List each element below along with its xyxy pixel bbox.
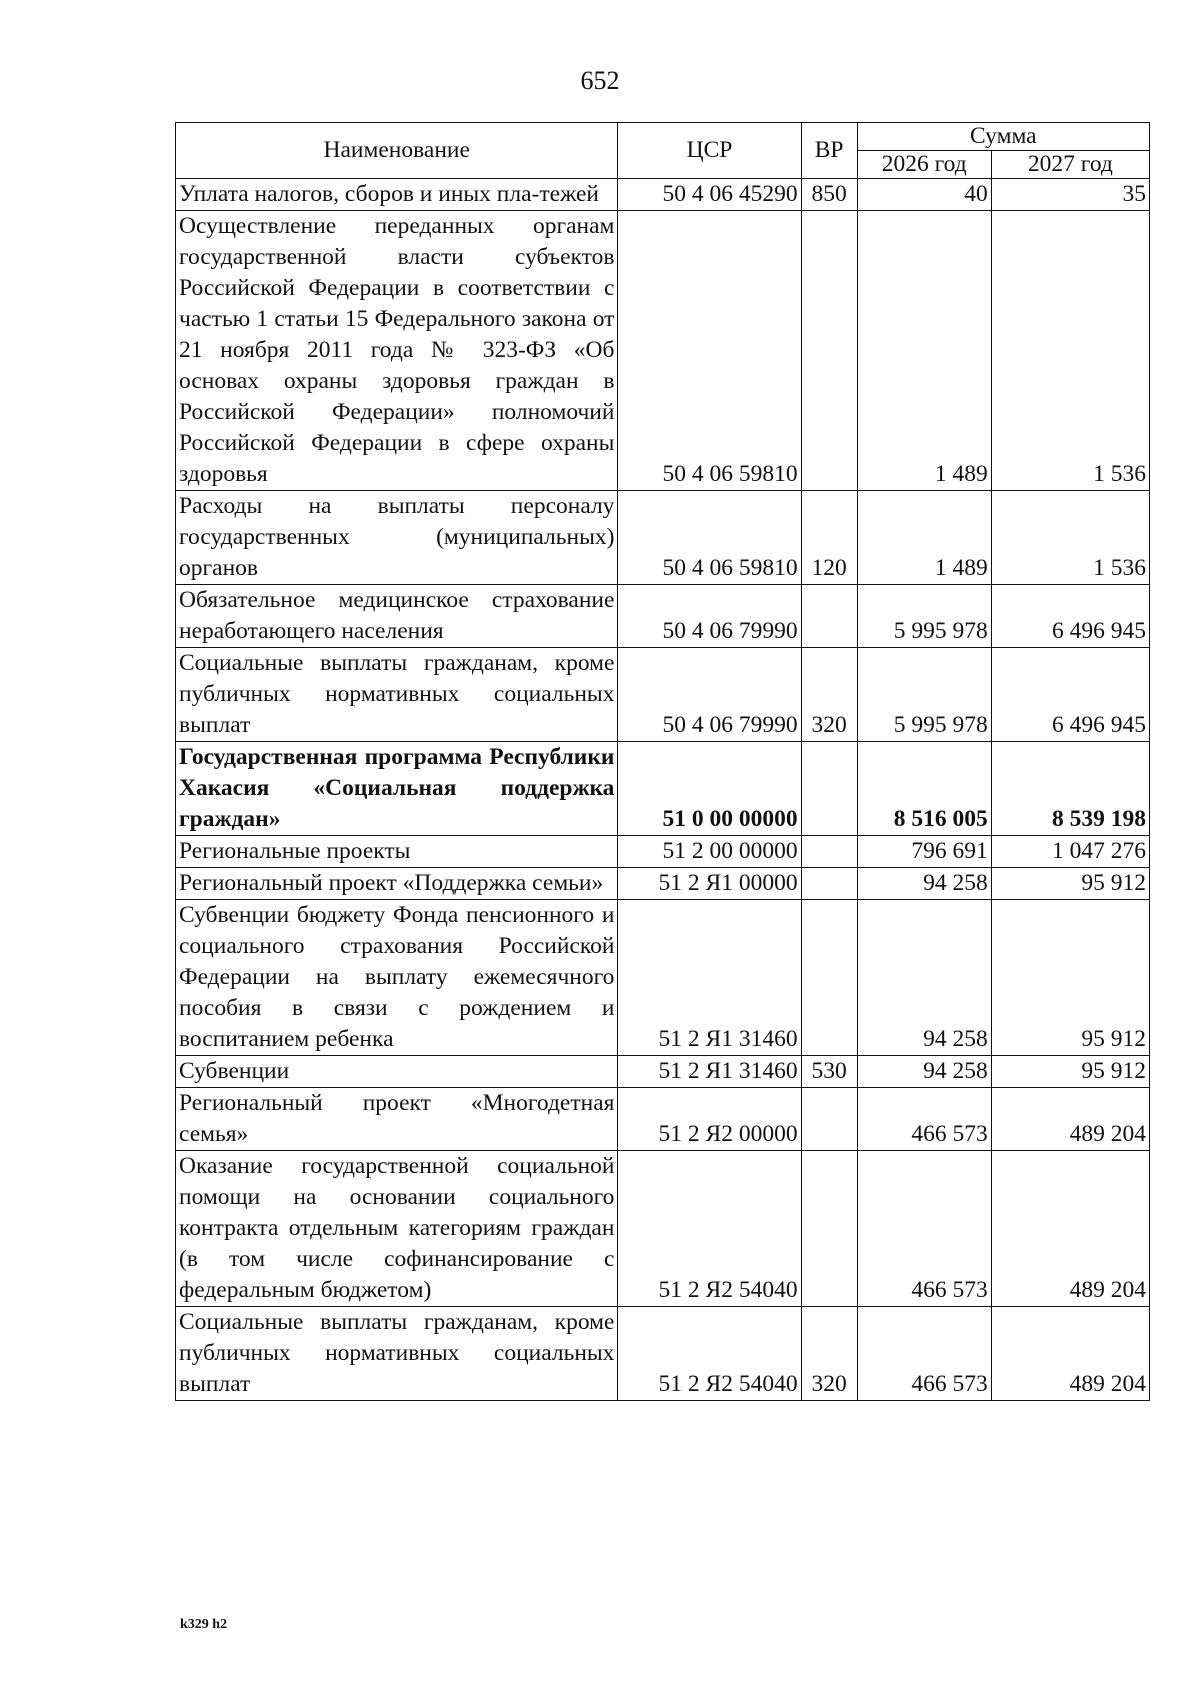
row-amount-2026: 94 258 (857, 868, 991, 900)
row-amount-2026: 466 573 (857, 1088, 991, 1151)
row-code: 51 2 Я1 00000 (618, 868, 801, 900)
row-amount-2027: 95 912 (991, 1056, 1149, 1088)
header-code: ЦСР (618, 123, 801, 179)
row-vr: 120 (801, 491, 857, 585)
row-name: Субвенции бюджету Фонда пенсионного и социального страхования Российской Федерации на выплату ежемесячного пособия в связи с рождением и воспитанием ребенка (176, 900, 618, 1056)
row-name: Региональный проект «Многодетная семья» (176, 1088, 618, 1151)
row-code: 51 2 Я2 00000 (618, 1088, 801, 1151)
row-code: 50 4 06 59810 (618, 491, 801, 585)
row-code: 51 2 Я2 54040 (618, 1151, 801, 1307)
row-name: Социальные выплаты гражданам, кроме публичных нормативных социальных выплат (176, 648, 618, 742)
row-code: 50 4 06 59810 (618, 211, 801, 491)
row-vr: 850 (801, 179, 857, 211)
row-name: Социальные выплаты гражданам, кроме публичных нормативных социальных выплат (176, 1307, 618, 1401)
row-amount-2027: 489 204 (991, 1151, 1149, 1307)
row-vr (801, 211, 857, 491)
row-amount-2027: 6 496 945 (991, 648, 1149, 742)
row-vr: 320 (801, 648, 857, 742)
table-row (176, 491, 1150, 585)
row-amount-2027: 35 (991, 179, 1149, 211)
row-amount-2027: 95 912 (991, 868, 1149, 900)
row-vr (801, 585, 857, 648)
table-body (176, 179, 1150, 1401)
table-row (176, 1151, 1150, 1307)
header-year-2026: 2026 год (857, 151, 991, 179)
row-code: 51 2 Я1 31460 (618, 900, 801, 1056)
row-code: 51 2 00 00000 (618, 836, 801, 868)
row-amount-2027: 1 536 (991, 211, 1149, 491)
row-amount-2027: 1 047 276 (991, 836, 1149, 868)
row-name: Региональные проекты (176, 836, 618, 868)
header-name: Наименование (176, 123, 618, 179)
row-amount-2026: 8 516 005 (857, 742, 991, 836)
row-name: Уплата налогов, сборов и иных пла-тежей (176, 179, 618, 211)
row-vr (801, 900, 857, 1056)
row-amount-2026: 94 258 (857, 900, 991, 1056)
row-name: Оказание государственной социальной помощи на основании социального контракта отдельным категориям граждан (в том числе софинансирование с федеральным бюджетом) (176, 1151, 618, 1307)
row-vr (801, 1088, 857, 1151)
table-row (176, 868, 1150, 900)
row-vr (801, 742, 857, 836)
page-number: 652 (580, 66, 620, 95)
table-row (176, 836, 1150, 868)
row-amount-2026: 5 995 978 (857, 648, 991, 742)
budget-table (175, 122, 1150, 1401)
table-row (176, 211, 1150, 491)
row-amount-2026: 796 691 (857, 836, 991, 868)
row-amount-2027: 489 204 (991, 1307, 1149, 1401)
header-year-2027: 2027 год (991, 151, 1149, 179)
table-row (176, 900, 1150, 1056)
row-amount-2027: 6 496 945 (991, 585, 1149, 648)
row-name: Региональный проект «Поддержка семьи» (176, 868, 618, 900)
table-row (176, 648, 1150, 742)
row-amount-2027: 95 912 (991, 900, 1149, 1056)
row-name: Субвенции (176, 1056, 618, 1088)
row-amount-2027: 8 539 198 (991, 742, 1149, 836)
row-amount-2027: 1 536 (991, 491, 1149, 585)
row-vr: 320 (801, 1307, 857, 1401)
header-sum: Сумма (857, 123, 1149, 151)
row-amount-2026: 1 489 (857, 491, 991, 585)
row-amount-2026: 94 258 (857, 1056, 991, 1088)
row-vr (801, 868, 857, 900)
row-amount-2026: 1 489 (857, 211, 991, 491)
row-amount-2026: 5 995 978 (857, 585, 991, 648)
row-name: Обязательное медицинское страхование неработающего населения (176, 585, 618, 648)
row-name: Расходы на выплаты персоналу государственных (муниципальных) органов (176, 491, 618, 585)
row-vr: 530 (801, 1056, 857, 1088)
row-vr (801, 1151, 857, 1307)
table-row (176, 1056, 1150, 1088)
table-row (176, 1307, 1150, 1401)
row-code: 51 2 Я1 31460 (618, 1056, 801, 1088)
row-code: 51 0 00 00000 (618, 742, 801, 836)
row-name: Государственная программа Республики Хакасия «Социальная поддержка граждан» (176, 742, 618, 836)
row-vr (801, 836, 857, 868)
footer-code: k329 h2 (180, 1617, 228, 1632)
row-code: 51 2 Я2 54040 (618, 1307, 801, 1401)
table-row (176, 179, 1150, 211)
row-amount-2026: 40 (857, 179, 991, 211)
row-name: Осуществление переданных органам государственной власти субъектов Российской Федерации в соответствии с частью 1 статьи 15 Федерального закона от 21 ноября 2011 года № 323-ФЗ «Об основах охраны здоровья граждан в Российской Федерации» полномочий Российской Федерации в сфере охраны здоровья (176, 211, 618, 491)
table-row (176, 1088, 1150, 1151)
header-vr: ВР (801, 123, 857, 179)
row-amount-2026: 466 573 (857, 1307, 991, 1401)
table-header (176, 123, 1150, 179)
row-code: 50 4 06 45290 (618, 179, 801, 211)
table-row (176, 585, 1150, 648)
row-amount-2026: 466 573 (857, 1151, 991, 1307)
row-code: 50 4 06 79990 (618, 648, 801, 742)
table-row (176, 742, 1150, 836)
row-code: 50 4 06 79990 (618, 585, 801, 648)
row-amount-2027: 489 204 (991, 1088, 1149, 1151)
